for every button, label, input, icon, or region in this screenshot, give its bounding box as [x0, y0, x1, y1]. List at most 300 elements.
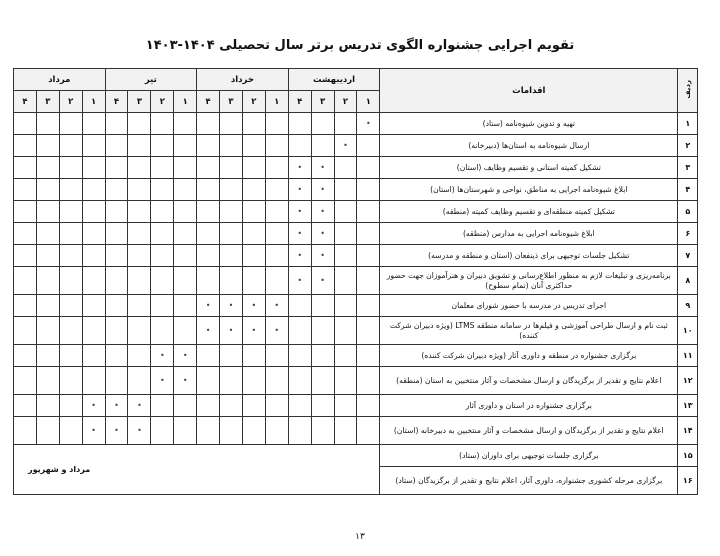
week-cell	[242, 201, 265, 223]
schedule-mark: •	[205, 301, 211, 310]
week-cell	[265, 245, 288, 267]
row-number: ۳	[678, 157, 698, 179]
week-cell	[197, 135, 220, 157]
row-number: ۹	[678, 295, 698, 317]
week-header: ۴	[14, 91, 37, 113]
week-cell	[151, 317, 174, 345]
week-cell	[82, 267, 105, 295]
week-cell	[197, 267, 220, 295]
week-cell	[128, 367, 151, 395]
schedule-mark: •	[159, 351, 165, 360]
schedule-mark: •	[228, 301, 234, 310]
week-cell	[265, 367, 288, 395]
schedule-mark: •	[343, 141, 348, 150]
week-cell	[334, 317, 357, 345]
schedule-mark: •	[320, 251, 325, 260]
week-cell	[311, 179, 334, 201]
schedule-mark: •	[320, 185, 325, 194]
week-cell	[311, 157, 334, 179]
week-cell	[36, 267, 59, 295]
week-cell	[174, 367, 197, 395]
schedule-mark: •	[366, 119, 371, 128]
week-cell	[357, 157, 380, 179]
week-cell	[242, 135, 265, 157]
week-cell	[105, 179, 128, 201]
row-action: تشکیل کمیته استانی و تقسیم وظایف (استان)	[380, 157, 678, 179]
week-cell	[311, 267, 334, 295]
week-cell	[220, 179, 243, 201]
week-header: ۴	[288, 91, 311, 113]
week-cell	[36, 223, 59, 245]
week-cell	[105, 417, 128, 445]
week-cell	[128, 157, 151, 179]
week-cell	[288, 245, 311, 267]
week-cell	[357, 223, 380, 245]
week-cell	[59, 317, 82, 345]
schedule-mark: •	[228, 326, 234, 335]
week-cell	[220, 245, 243, 267]
week-cell	[311, 417, 334, 445]
month-header: اردیبهشت	[288, 69, 380, 91]
week-cell	[105, 201, 128, 223]
week-cell	[288, 295, 311, 317]
row-number: ۱۲	[678, 367, 698, 395]
week-header: ۲	[151, 91, 174, 113]
week-cell	[14, 295, 37, 317]
week-cell	[59, 201, 82, 223]
week-cell	[311, 245, 334, 267]
week-cell	[357, 295, 380, 317]
week-cell	[82, 223, 105, 245]
week-cell	[311, 223, 334, 245]
week-cell	[265, 201, 288, 223]
page-number: ۱۳	[355, 532, 365, 542]
table-row	[14, 395, 698, 417]
week-cell	[14, 113, 37, 135]
schedule-mark: •	[320, 163, 325, 172]
week-cell	[288, 201, 311, 223]
table-row	[14, 135, 698, 157]
schedule-mark: •	[114, 426, 119, 435]
week-cell	[242, 245, 265, 267]
row-action: ابلاغ شیوه‌نامه اجرایی به مدارس (منطقه)	[380, 223, 678, 245]
week-cell	[14, 367, 37, 395]
week-cell	[334, 201, 357, 223]
week-cell	[288, 417, 311, 445]
week-cell	[174, 267, 197, 295]
week-cell	[288, 179, 311, 201]
week-cell	[36, 395, 59, 417]
week-cell	[220, 395, 243, 417]
week-cell	[334, 345, 357, 367]
week-cell	[82, 157, 105, 179]
week-header: ۱	[357, 91, 380, 113]
row-action: اعلام نتایج و تقدیر از برگزیدگان و ارسال مشخصات و آثار منتخبین به دبیرخانه (استان)	[380, 417, 678, 445]
table-row	[14, 267, 698, 295]
week-cell	[14, 345, 37, 367]
week-cell	[174, 223, 197, 245]
week-cell	[14, 201, 37, 223]
week-cell	[334, 395, 357, 417]
table-row	[14, 317, 698, 345]
week-cell	[59, 135, 82, 157]
week-header: ۱	[265, 91, 288, 113]
week-cell	[174, 157, 197, 179]
week-cell	[197, 395, 220, 417]
week-header: ۳	[36, 91, 59, 113]
week-cell	[128, 267, 151, 295]
row-action: برگزاری جلسات توجیهی برای داوران (ستاد)	[380, 445, 678, 467]
week-cell	[151, 223, 174, 245]
week-cell	[151, 179, 174, 201]
week-cell	[59, 395, 82, 417]
week-cell	[334, 245, 357, 267]
week-header: ۴	[105, 91, 128, 113]
week-cell	[288, 367, 311, 395]
schedule-mark: •	[297, 207, 303, 216]
week-cell	[357, 113, 380, 135]
week-cell	[265, 179, 288, 201]
week-cell	[265, 135, 288, 157]
week-cell	[36, 245, 59, 267]
table-row	[14, 345, 698, 367]
week-cell	[334, 179, 357, 201]
week-cell	[59, 157, 82, 179]
week-cell	[242, 345, 265, 367]
week-cell	[151, 113, 174, 135]
week-cell	[197, 223, 220, 245]
week-cell	[14, 135, 37, 157]
week-cell	[105, 395, 128, 417]
row-action: تهیه و تدوین شیوه‌نامه (ستاد)	[380, 113, 678, 135]
week-cell	[82, 295, 105, 317]
row-number: ۶	[678, 223, 698, 245]
week-cell	[36, 135, 59, 157]
week-cell	[14, 417, 37, 445]
week-cell	[197, 345, 220, 367]
schedule-mark: •	[320, 276, 325, 285]
table-row	[14, 223, 698, 245]
week-cell	[151, 295, 174, 317]
week-cell	[128, 201, 151, 223]
week-cell	[242, 113, 265, 135]
week-cell	[36, 113, 59, 135]
week-cell	[357, 395, 380, 417]
week-cell	[36, 201, 59, 223]
row-number: ۴	[678, 179, 698, 201]
week-cell	[105, 113, 128, 135]
week-cell	[288, 395, 311, 417]
week-cell	[265, 295, 288, 317]
week-cell	[265, 395, 288, 417]
week-cell	[357, 135, 380, 157]
week-cell	[265, 223, 288, 245]
week-cell	[59, 223, 82, 245]
week-cell	[151, 157, 174, 179]
table-row	[14, 417, 698, 445]
week-cell	[197, 317, 220, 345]
week-cell	[151, 367, 174, 395]
week-cell	[105, 367, 128, 395]
week-cell	[311, 113, 334, 135]
week-cell	[151, 395, 174, 417]
row-action: ارسال شیوه‌نامه به استان‌ها (دبیرخانه)	[380, 135, 678, 157]
week-cell	[334, 295, 357, 317]
row-number: ۷	[678, 245, 698, 267]
row-action: برگزاری مرحله کشوری جشنواره، داوری آثار، اعلام نتایج و تقدیر از برگزیدگان (ستاد)	[380, 467, 678, 495]
timeline-note: مرداد و شهریور	[14, 445, 380, 495]
week-cell	[242, 179, 265, 201]
row-number: ۱۱	[678, 345, 698, 367]
week-cell	[311, 367, 334, 395]
week-cell	[59, 295, 82, 317]
row-action: ابلاغ شیوه‌نامه اجرایی به مناطق، نواحی و شهرستان‌ها (استان)	[380, 179, 678, 201]
row-action: برگزاری جشنواره در استان و داوری آثار	[380, 395, 678, 417]
week-cell	[242, 317, 265, 345]
week-cell	[128, 395, 151, 417]
week-cell	[59, 345, 82, 367]
week-cell	[220, 201, 243, 223]
week-cell	[128, 345, 151, 367]
week-cell	[105, 223, 128, 245]
week-cell	[265, 317, 288, 345]
week-cell	[14, 179, 37, 201]
row-number: ۱۰	[678, 317, 698, 345]
week-cell	[288, 135, 311, 157]
table-row	[14, 445, 698, 467]
week-cell	[14, 223, 37, 245]
week-cell	[357, 267, 380, 295]
week-cell	[220, 113, 243, 135]
week-cell	[151, 345, 174, 367]
week-cell	[357, 245, 380, 267]
week-cell	[242, 157, 265, 179]
week-cell	[36, 295, 59, 317]
week-cell	[220, 135, 243, 157]
week-cell	[357, 367, 380, 395]
actions-header: اقدامات	[380, 69, 678, 113]
week-cell	[128, 135, 151, 157]
table-row	[14, 179, 698, 201]
table-row	[14, 157, 698, 179]
row-number: ۱۶	[678, 467, 698, 495]
week-cell	[82, 395, 105, 417]
week-cell	[82, 201, 105, 223]
week-cell	[357, 201, 380, 223]
schedule-mark: •	[137, 426, 142, 435]
week-cell	[197, 367, 220, 395]
week-cell	[265, 113, 288, 135]
schedule-mark: •	[297, 276, 303, 285]
week-cell	[265, 267, 288, 295]
week-cell	[174, 417, 197, 445]
week-cell	[151, 201, 174, 223]
week-cell	[105, 267, 128, 295]
schedule-mark: •	[297, 163, 303, 172]
week-header: ۱	[82, 91, 105, 113]
week-header: ۲	[242, 91, 265, 113]
week-header: ۲	[59, 91, 82, 113]
week-cell	[220, 345, 243, 367]
week-header: ۳	[128, 91, 151, 113]
week-cell	[59, 179, 82, 201]
schedule-mark: •	[320, 229, 325, 238]
schedule-mark: •	[320, 207, 325, 216]
week-cell	[288, 113, 311, 135]
week-cell	[59, 267, 82, 295]
week-cell	[220, 295, 243, 317]
week-cell	[311, 135, 334, 157]
week-cell	[334, 367, 357, 395]
schedule-mark: •	[297, 229, 303, 238]
week-cell	[197, 417, 220, 445]
week-cell	[59, 245, 82, 267]
schedule-mark: •	[205, 326, 211, 335]
schedule-mark: •	[91, 426, 96, 435]
week-cell	[334, 157, 357, 179]
week-cell	[265, 345, 288, 367]
week-cell	[105, 135, 128, 157]
schedule-mark: •	[274, 301, 280, 310]
schedule-mark: •	[297, 185, 303, 194]
week-cell	[242, 223, 265, 245]
week-cell	[242, 295, 265, 317]
week-cell	[105, 295, 128, 317]
week-cell	[174, 295, 197, 317]
week-cell	[14, 267, 37, 295]
week-cell	[311, 201, 334, 223]
schedule-mark: •	[251, 326, 257, 335]
week-cell	[357, 345, 380, 367]
week-cell	[128, 417, 151, 445]
week-cell	[128, 245, 151, 267]
week-cell	[220, 267, 243, 295]
row-action: ثبت نام و ارسال طراحی آموزشی و فیلم‌ها در سامانه منطقه LTMS (ویژه دبیران شرکت کننده)	[380, 317, 678, 345]
schedule-mark: •	[114, 401, 119, 410]
week-cell	[59, 417, 82, 445]
row-number: ۱۳	[678, 395, 698, 417]
month-header: تیر	[105, 69, 197, 91]
week-cell	[242, 367, 265, 395]
week-cell	[174, 179, 197, 201]
week-cell	[36, 367, 59, 395]
week-cell	[288, 157, 311, 179]
week-cell	[288, 345, 311, 367]
schedule-table	[13, 68, 698, 495]
week-cell	[82, 417, 105, 445]
week-cell	[128, 113, 151, 135]
week-header: ۳	[311, 91, 334, 113]
week-cell	[174, 201, 197, 223]
week-cell	[128, 295, 151, 317]
week-cell	[311, 295, 334, 317]
month-header: مرداد	[14, 69, 106, 91]
week-cell	[36, 417, 59, 445]
week-cell	[82, 135, 105, 157]
row-action: برگزاری جشنواره در منطقه و داوری آثار (ویژه دبیران شرکت کننده)	[380, 345, 678, 367]
row-action: اعلام نتایج و تقدیر از برگزیدگان و ارسال مشخصات و آثار منتخبین به استان (منطقه)	[380, 367, 678, 395]
week-cell	[82, 245, 105, 267]
week-cell	[14, 245, 37, 267]
week-cell	[197, 113, 220, 135]
week-cell	[36, 345, 59, 367]
week-header: ۳	[220, 91, 243, 113]
week-cell	[334, 417, 357, 445]
week-cell	[197, 295, 220, 317]
schedule-mark: •	[251, 301, 257, 310]
week-cell	[174, 245, 197, 267]
week-header: ۲	[334, 91, 357, 113]
schedule-mark: •	[91, 401, 96, 410]
week-cell	[334, 113, 357, 135]
week-cell	[197, 157, 220, 179]
week-cell	[357, 317, 380, 345]
week-cell	[265, 157, 288, 179]
week-cell	[334, 223, 357, 245]
week-cell	[151, 417, 174, 445]
row-action: اجرای تدریس در مدرسه با حضور شورای معلمان	[380, 295, 678, 317]
schedule-mark: •	[274, 326, 280, 335]
week-cell	[242, 395, 265, 417]
week-cell	[311, 317, 334, 345]
row-action: برنامه‌ریزی و تبلیغات لازم به منظور اطلاع‌رسانی و تشویق دبیران و هنرآموزان جهت حضور حداکثری آنان (تمام سطوح)	[380, 267, 678, 295]
week-cell	[197, 179, 220, 201]
week-cell	[174, 395, 197, 417]
week-cell	[220, 223, 243, 245]
week-cell	[197, 245, 220, 267]
week-cell	[82, 113, 105, 135]
week-cell	[357, 417, 380, 445]
week-header: ۱	[174, 91, 197, 113]
month-header: خرداد	[197, 69, 289, 91]
week-cell	[288, 267, 311, 295]
schedule-mark: •	[182, 351, 188, 360]
row-number: ۱۴	[678, 417, 698, 445]
table-row	[14, 295, 698, 317]
week-cell	[128, 223, 151, 245]
week-cell	[151, 267, 174, 295]
week-cell	[14, 317, 37, 345]
row-number: ۵	[678, 201, 698, 223]
row-number: ۱۵	[678, 445, 698, 467]
schedule-mark: •	[182, 376, 188, 385]
week-cell	[59, 367, 82, 395]
week-cell	[220, 157, 243, 179]
row-action: تشکیل جلسات توجیهی برای ذینفعان (استان و منطقه و مدرسه)	[380, 245, 678, 267]
page-title: تقویم اجرایی جشنواره الگوی تدریس برتر سال تحصیلی ۱۴۰۴-۱۴۰۳	[145, 38, 575, 53]
week-cell	[151, 135, 174, 157]
week-cell	[220, 317, 243, 345]
week-cell	[105, 317, 128, 345]
week-cell	[36, 157, 59, 179]
schedule-mark: •	[137, 401, 142, 410]
week-cell	[242, 267, 265, 295]
week-header: ۴	[197, 91, 220, 113]
row-number: ۱	[678, 113, 698, 135]
week-cell	[174, 345, 197, 367]
week-cell	[220, 367, 243, 395]
week-cell	[334, 135, 357, 157]
row-number: ۸	[678, 267, 698, 295]
index-header: ردیف	[678, 69, 698, 113]
schedule-mark: •	[159, 376, 165, 385]
week-cell	[105, 345, 128, 367]
week-cell	[311, 395, 334, 417]
table-row	[14, 245, 698, 267]
week-cell	[105, 157, 128, 179]
week-cell	[82, 317, 105, 345]
week-cell	[174, 317, 197, 345]
